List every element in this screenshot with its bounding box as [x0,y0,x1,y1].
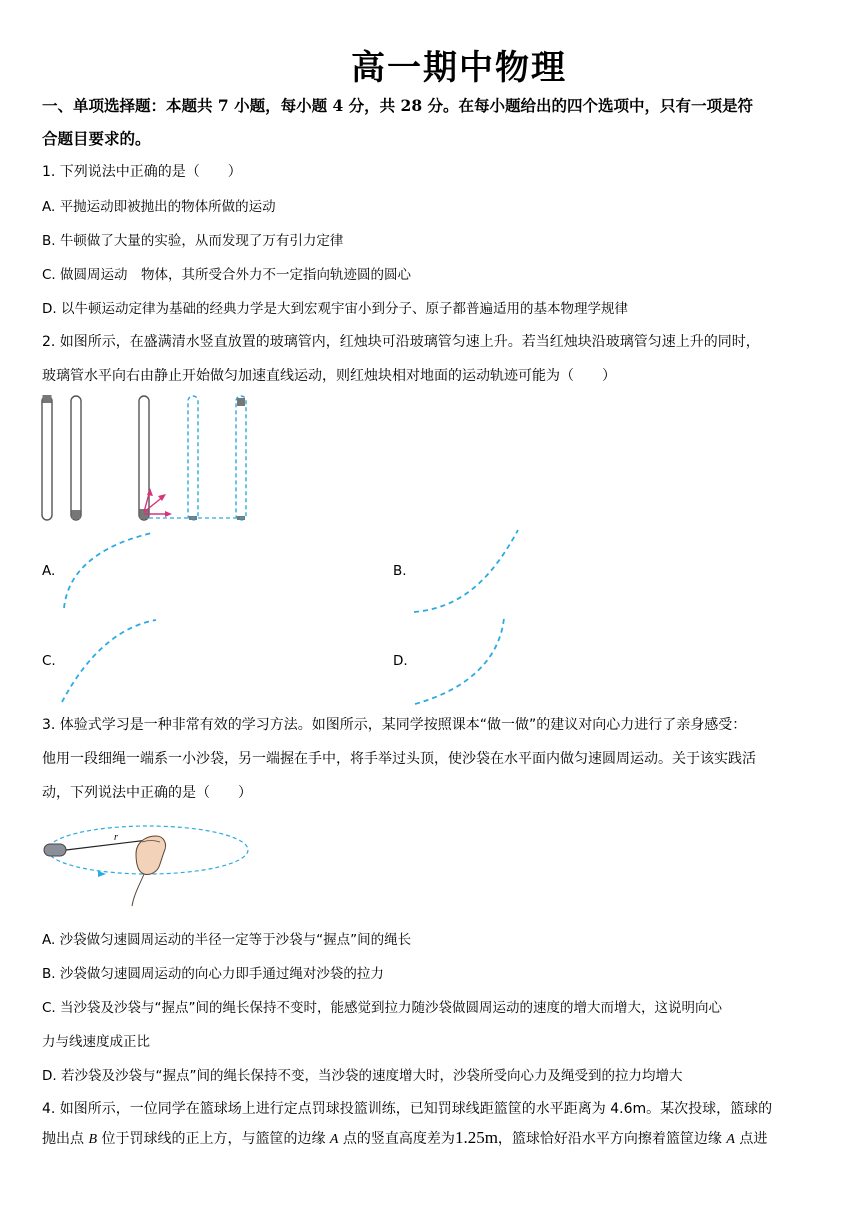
page-title: 高一期中物理 [351,48,567,88]
q3-sandbag-figure [40,818,252,906]
q1-option-a: A. 平抛运动即被抛出的物体所做的运动 [42,199,276,215]
q2-option-b: B. [393,563,407,579]
section-heading-cont: 合题目要求的。 [42,129,151,148]
q3-option-d: D. 若沙袋及沙袋与“握点”间的绳长保持不变，当沙袋的速度增大时，沙袋所受向心力及绳受到的拉力均增大 [42,1068,683,1084]
q3-option-c-line2: 力与线速度成正比 [42,1034,150,1050]
q4-stem-line2 [42,1128,767,1148]
q3-option-a: A. 沙袋做匀速圆周运动的半径一定等于沙袋与“握点”间的绳长 [42,932,412,948]
q3-stem-line2: 他用一段细绳一端系一小沙袋，另一端握在手中，将手举过头顶，使沙袋在水平面内做匀速圆周运动。关于该实践活 [42,751,756,767]
q1-option-d: D. 以牛顿运动定律为基础的经典力学是大到宏观宇宙小到分子、原子都普遍适用的基本物理学规律 [42,301,628,317]
q2-option-d-curve [412,616,512,708]
q3-radius-label: r [114,832,118,843]
section-heading: 一、单项选择题：本题共 7 小题，每小题 4 分，共 28 分。在每小题给出的四个选项中，只有一项是符 [42,96,754,115]
q4-point-b: B [88,1132,98,1147]
q4-height-value: 1.25m [454,1128,498,1147]
q2-option-a-curve [60,530,160,610]
q2-option-d: D. [393,653,408,669]
q1-option-c: C. 做圆周运动 物体，其所受合外力不一定指向轨迹圆的圆心 [42,267,412,283]
q4-text: ，篮球恰好沿水平方向擦着篮筐边缘 [497,1131,727,1147]
q2-option-b-curve [412,528,522,614]
q4-text: 抛出点 [42,1131,89,1147]
q1-option-b: B. 牛顿做了大量的实验，从而发现了万有引力定律 [42,233,344,249]
q3-option-c-line1: C. 当沙袋及沙袋与“握点”间的绳长保持不变时，能感觉到拉力随沙袋做圆周运动的速度的增大而增大，这说明向心 [42,1000,722,1016]
q3-stem-line3: 动，下列说法中正确的是（ ） [42,785,252,801]
q3-stem-line1: 3. 体验式学习是一种非常有效的学习方法。如图所示，某同学按照课本“做一做”的建议对向心力进行了亲身感受： [42,717,747,733]
q1-stem: 1. 下列说法中正确的是（ ） [42,164,242,180]
q2-option-c-curve [60,618,160,704]
q2-stem-line2: 玻璃管水平向右由静止开始做匀加速直线运动，则红烛块相对地面的运动轨迹可能为（ ） [42,368,616,384]
q2-option-c: C. [42,653,56,669]
q2-stem-line1: 2. 如图所示，在盛满清水竖直放置的玻璃管内，红烛块可沿玻璃管匀速上升。若当红烛块沿玻璃管匀速上升的同时， [42,334,760,350]
q4-text: 点进 [734,1131,768,1147]
q2-tube-figure [38,392,258,524]
q4-point-a: A [329,1132,339,1147]
q4-text: 位于罚球线的正上方，与篮筐的边缘 [97,1131,330,1147]
q4-stem-line1: 4. 如图所示，一位同学在篮球场上进行定点罚球投篮训练，已知罚球线距篮筐的水平距离为 4.6m。某次投球，篮球的 [42,1101,773,1117]
q4-text: 点的竖直高度差为 [338,1131,455,1147]
q4-point-a: A [726,1132,735,1147]
q2-option-a: A. [42,563,56,579]
q3-option-b: B. 沙袋做匀速圆周运动的向心力即手通过绳对沙袋的拉力 [42,966,384,982]
